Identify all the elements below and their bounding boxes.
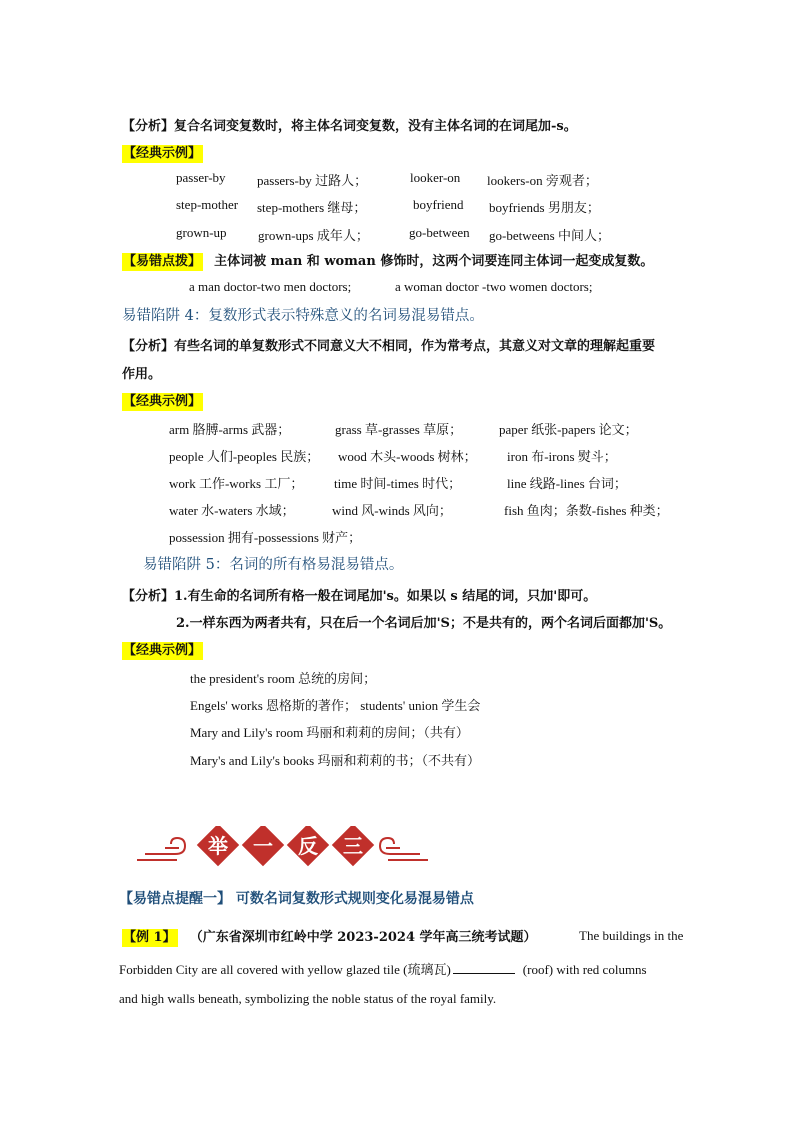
example-label: 【经典示例】 [123, 394, 202, 409]
list-item: iron 布-irons 熨斗； [507, 449, 617, 464]
trap5-title: 易错陷阱 5：名词的所有格易混易错点。 [143, 557, 404, 573]
analysis5-line1: 【分析】1.有生命的名词所有格一般在词尾加's。如果以 s 结尾的词，只加'即可。 [122, 589, 597, 604]
tip-text: 主体词被 man 和 woman 修饰时，这两个词要连同主体词一起变成复数。 [214, 254, 654, 269]
list-item: Mary's and Lily's books 玛丽和莉莉的书；（不共有） [190, 753, 480, 768]
section-banner [135, 826, 430, 868]
list-item: passers-by 过路人； [257, 173, 368, 188]
list-item: Engels' works 恩格斯的著作； students' union 学生会 [190, 698, 481, 713]
list-item: wind 风-winds 风向； [332, 503, 452, 518]
example1-text-a: The buildings in the [579, 928, 684, 943]
list-item: grown-up [176, 225, 227, 240]
example1-text-d: and high walls beneath, symbolizing the noble status of the royal family. [119, 991, 497, 1006]
list-item: Mary and Lily's room 玛丽和莉莉的房间；（共有） [190, 725, 469, 740]
list-item: people 人们-peoples 民族； [169, 449, 320, 464]
banner-char: 反 [298, 834, 318, 858]
list-item: go-between [409, 225, 470, 240]
tip-row [122, 250, 653, 269]
list-item: line 线路-lines 台词； [507, 476, 627, 491]
list-item: water 水-waters 水域； [169, 503, 295, 518]
example1-source: （广东省深圳市红岭中学 2023-2024 学年高三统考试题） [189, 930, 537, 945]
list-item: the president's room 总统的房间； [190, 671, 377, 686]
trap4-title: 易错陷阱 4：复数形式表示特殊意义的名词易混易错点。 [122, 308, 484, 324]
list-item: time 时间-times 时代； [334, 476, 462, 491]
banner-char: 举 [208, 834, 228, 858]
list-item: grass 草-grasses 草原； [335, 422, 463, 437]
list-item: a man doctor-two men doctors; [189, 279, 352, 294]
list-item: lookers-on 旁观者； [487, 173, 598, 188]
list-item: step-mothers 继母； [257, 200, 367, 215]
banner-ornament [135, 826, 430, 868]
example1-row1 [122, 926, 537, 945]
list-item: work 工作-works 工厂； [169, 476, 304, 491]
list-item: wood 木头-woods 树林； [338, 449, 477, 464]
tip-label: 【易错点拨】 [123, 254, 202, 269]
example-label: 【经典示例】 [123, 146, 202, 161]
analysis5-line2: 2.一样东西为两者共有，只在后一个名词后加'S；不是共有的，两个名词后面都加'S。 [176, 616, 672, 631]
example1-label: 【例 1】 [123, 930, 176, 945]
list-item: step-mother [176, 197, 239, 212]
banner-char: 三 [343, 834, 363, 858]
list-item: looker-on [410, 170, 461, 185]
reminder1-heading: 【易错点提醒一】 可数名词复数形式规则变化易混易错点 [119, 891, 474, 907]
list-item: passer-by [176, 170, 226, 185]
list-item: grown-ups 成年人； [258, 228, 369, 243]
example-label: 【经典示例】 [123, 643, 202, 658]
example1-text-b: Forbidden City are all covered with yellow glazed tile (琉璃瓦) (roof) with red columns [119, 962, 647, 977]
list-item: paper 纸张-papers 论文； [499, 422, 638, 437]
analysis4-line2: 作用。 [122, 367, 162, 382]
list-item: boyfriend [413, 197, 464, 212]
list-item: arm 胳膊-arms 武器； [169, 422, 291, 437]
analysis4-line1: 【分析】有些名词的单复数形式不同意义大不相同，作为常考点，其意义对文章的理解起重要 [122, 339, 656, 354]
answer-blank[interactable] [453, 961, 515, 974]
analysis-compound-nouns: 【分析】复合名词变复数时，将主体名词变复数，没有主体名词的在词尾加-s。 [122, 119, 577, 134]
list-item: boyfriends 男朋友； [489, 200, 600, 215]
banner-char: 一 [253, 834, 273, 858]
list-item: go-betweens 中间人； [489, 228, 610, 243]
list-item: fish 鱼肉；条数-fishes 种类； [504, 503, 669, 518]
list-item: possession 拥有-possessions 财产； [169, 530, 362, 545]
list-item: a woman doctor -two women doctors; [395, 279, 593, 294]
